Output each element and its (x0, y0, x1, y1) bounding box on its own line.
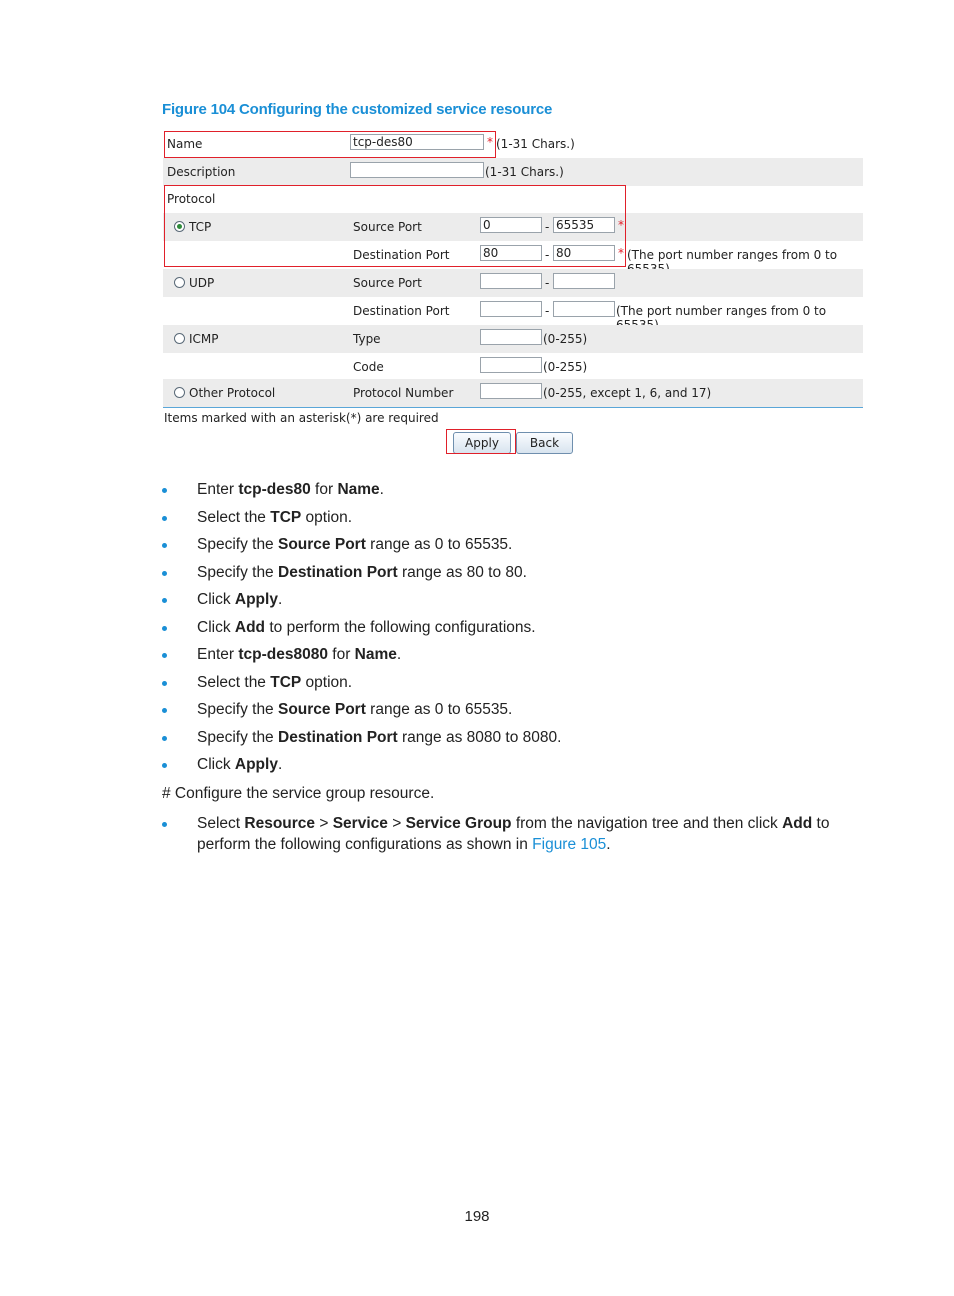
list-item: Select the TCP option. (162, 671, 864, 699)
list-item: Click Add to perform the following configurations. (162, 616, 864, 644)
required-note: Items marked with an asterisk(*) are required (164, 411, 439, 425)
apply-button[interactable]: Apply (453, 432, 511, 454)
tcp-source-dash: - (545, 220, 550, 234)
tcp-dest-to-input[interactable] (553, 245, 615, 261)
protocol-number-label: Protocol Number (353, 386, 454, 400)
protocol-number-hint: (0-255, except 1, 6, and 17) (543, 386, 712, 400)
tcp-source-port-label: Source Port (353, 220, 422, 234)
udp-port-range-hint: (The port number ranges from 0 to (616, 304, 827, 318)
description-label: Description (167, 165, 236, 179)
udp-destination-row (163, 297, 863, 325)
protocol-number-input[interactable] (480, 383, 542, 399)
udp-dest-to-input[interactable] (553, 301, 615, 317)
tcp-dest-from-input[interactable] (480, 245, 542, 261)
list-item: Specify the Source Port range as 0 to 65535. (162, 698, 864, 726)
icmp-type-hint: (0-255) (543, 332, 588, 346)
icmp-type-row (163, 325, 863, 353)
tcp-source-required-mark: * (618, 218, 624, 232)
list-item: Enter tcp-des80 for Name. (162, 478, 864, 506)
tcp-port-range-hint: (The port number ranges from 0 to (627, 248, 838, 262)
protocol-row (163, 186, 863, 214)
name-required-mark: * (487, 135, 493, 149)
list-item: Click Apply. (162, 753, 864, 781)
icmp-label: ICMP (189, 332, 219, 346)
tcp-source-to-input[interactable] (553, 217, 615, 233)
back-button[interactable]: Back (516, 432, 573, 454)
list-item: Specify the Destination Port range as 80 to 80. (162, 561, 864, 589)
icmp-type-label: Type (353, 332, 381, 346)
description-row (163, 158, 863, 186)
step-list (162, 478, 864, 781)
tcp-radio[interactable] (174, 221, 185, 232)
name-label: Name (167, 137, 203, 151)
tcp-source-from-input[interactable] (480, 217, 542, 233)
icmp-code-label: Code (353, 360, 384, 374)
other-protocol-label: Other Protocol (189, 386, 276, 400)
udp-radio[interactable] (174, 277, 185, 288)
name-row (163, 130, 863, 158)
form-divider (163, 407, 863, 408)
udp-source-dash: - (545, 276, 550, 290)
list-item: Specify the Destination Port range as 8080 to 8080. (162, 726, 864, 754)
list-item: Enter tcp-des8080 for Name. (162, 643, 864, 671)
name-hint: (1-31 Chars.) (496, 137, 575, 151)
udp-dest-port-label: Destination Port (353, 304, 450, 318)
protocol-label: Protocol (167, 192, 216, 206)
other-protocol-row (163, 379, 863, 407)
tcp-label: TCP (189, 220, 212, 234)
tcp-destination-row (163, 241, 863, 269)
description-hint: (1-31 Chars.) (485, 165, 564, 179)
tcp-dest-dash: - (545, 248, 550, 262)
description-input[interactable] (350, 162, 484, 178)
icmp-type-input[interactable] (480, 329, 542, 345)
udp-source-from-input[interactable] (480, 273, 542, 289)
list-item: Click Apply. (162, 588, 864, 616)
list-item: Select Resource > Service > Service Group from the navigation tree and then click Add to perform the following configurations as shown in Figure 105. (162, 813, 864, 855)
udp-dest-dash: - (545, 304, 550, 318)
udp-source-to-input[interactable] (553, 273, 615, 289)
icmp-code-row (163, 353, 863, 381)
figure-105-link[interactable]: Figure 105 (532, 836, 607, 853)
configure-paragraph: # Configure the service group resource. (162, 785, 435, 802)
icmp-radio[interactable] (174, 333, 185, 344)
icmp-code-hint: (0-255) (543, 360, 588, 374)
name-input[interactable] (350, 134, 484, 150)
tcp-dest-port-label: Destination Port (353, 248, 450, 262)
udp-label: UDP (189, 276, 215, 290)
udp-source-row (163, 269, 863, 297)
other-protocol-radio[interactable] (174, 387, 185, 398)
figure-caption: Figure 104 Configuring the customized service resource (162, 101, 553, 118)
final-step-list (162, 813, 864, 855)
tcp-source-row (163, 213, 863, 241)
udp-dest-from-input[interactable] (480, 301, 542, 317)
icmp-code-input[interactable] (480, 357, 542, 373)
list-item: Select the TCP option. (162, 506, 864, 534)
udp-source-port-label: Source Port (353, 276, 422, 290)
page-number: 198 (464, 1208, 490, 1225)
tcp-dest-required-mark: * (618, 246, 624, 260)
list-item: Specify the Source Port range as 0 to 65535. (162, 533, 864, 561)
